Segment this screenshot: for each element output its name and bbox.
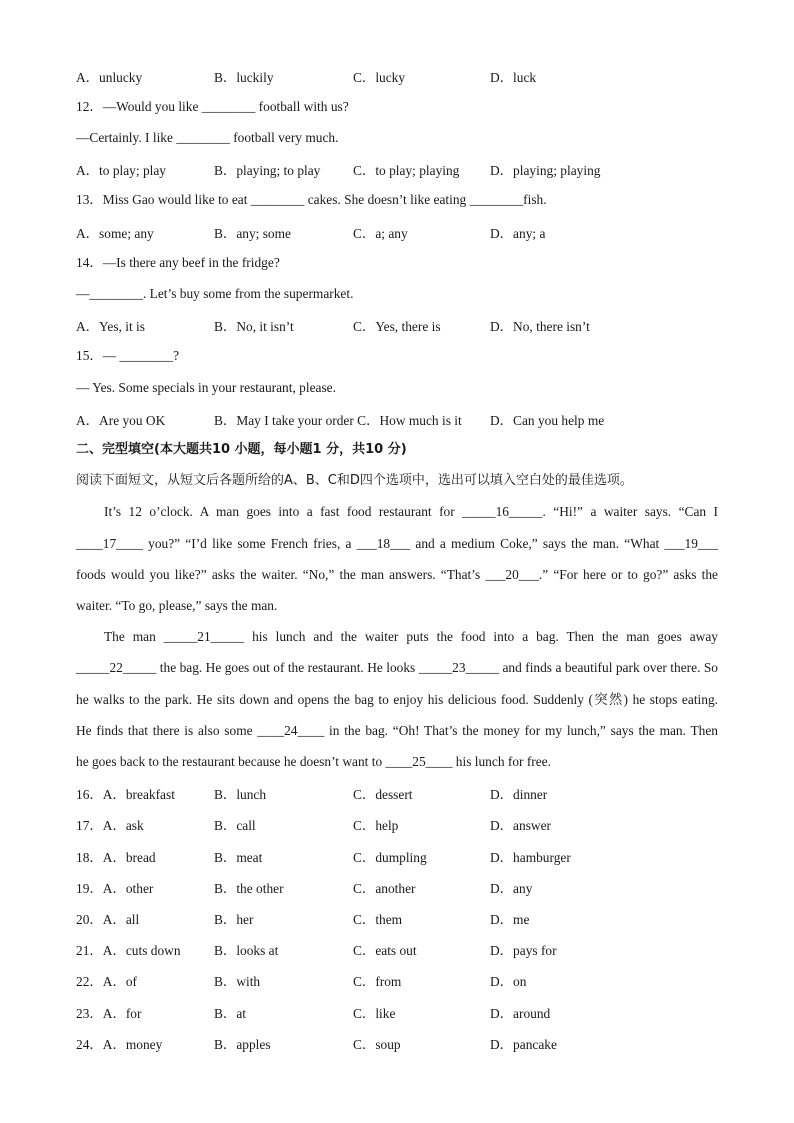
q12-options bbox=[76, 160, 736, 178]
option-d: D．pays for bbox=[490, 943, 557, 958]
option-a: 20．A．all bbox=[76, 912, 140, 927]
option-d: D．playing; playing bbox=[490, 163, 601, 178]
passage-line: _____22_____ the bag. He goes out of the restaurant. He looks _____23_____ and finds a beautiful park over there. So bbox=[76, 660, 718, 675]
option-b: B．luckily bbox=[214, 70, 274, 85]
passage-line: ____17____ you?” “I’d like some French fries, a ___18___ and a medium Coke,” says the man. “What ___19___ bbox=[76, 536, 718, 551]
option-c: C．soup bbox=[353, 1037, 401, 1052]
option-b-c: B．May I take your order C．How much is it bbox=[214, 413, 462, 428]
option-b: B．with bbox=[214, 974, 261, 989]
option-c: C．eats out bbox=[353, 943, 417, 958]
q18-options bbox=[76, 847, 736, 865]
q14-options bbox=[76, 316, 736, 334]
option-d: D．luck bbox=[490, 70, 537, 85]
option-d: D．me bbox=[490, 912, 530, 927]
option-a: 17．A．ask bbox=[76, 818, 144, 833]
option-b: B．apples bbox=[214, 1037, 271, 1052]
q12-stem: 12．—Would you like ________ football with us? bbox=[76, 99, 349, 114]
option-d: D．any; a bbox=[490, 226, 546, 241]
option-d: D．any bbox=[490, 881, 533, 896]
option-a: 23．A．for bbox=[76, 1006, 142, 1021]
option-c: C．them bbox=[353, 912, 403, 927]
q22-options bbox=[76, 971, 736, 989]
section-instruction: 阅读下面短文，从短文后各题所给的A、B、C和D四个选项中，选出可以填入空白处的最佳选项。 bbox=[76, 473, 633, 488]
option-d: D．dinner bbox=[490, 787, 548, 802]
option-a: 22．A．of bbox=[76, 974, 137, 989]
option-b: B．No, it isn’t bbox=[214, 319, 294, 334]
passage-line: he goes back to the restaurant because he doesn’t want to ____25____ his lunch for free. bbox=[76, 754, 551, 769]
option-b: B．the other bbox=[214, 881, 284, 896]
option-c: C．to play; playing bbox=[353, 163, 460, 178]
option-b: B．lunch bbox=[214, 787, 267, 802]
option-c: C．from bbox=[353, 974, 402, 989]
option-a: A．to play; play bbox=[76, 163, 167, 178]
q16-options bbox=[76, 784, 736, 802]
option-a: A．Yes, it is bbox=[76, 319, 145, 334]
q15-stem: 15．— ________? bbox=[76, 348, 180, 363]
option-d: D．answer bbox=[490, 818, 551, 833]
option-a: 18．A．bread bbox=[76, 850, 156, 865]
option-d: D．around bbox=[490, 1006, 551, 1021]
q14-stem: 14．—Is there any beef in the fridge? bbox=[76, 255, 280, 270]
q15-response: — Yes. Some specials in your restaurant, please. bbox=[76, 380, 336, 395]
option-b: B．call bbox=[214, 818, 256, 833]
q14-response: —________. Let’s buy some from the supermarket. bbox=[76, 286, 354, 301]
option-c: C．Yes, there is bbox=[353, 319, 441, 334]
q13-options bbox=[76, 223, 736, 241]
q23-options bbox=[76, 1003, 736, 1021]
option-d: D．Can you help me bbox=[490, 413, 605, 428]
option-c: C．like bbox=[353, 1006, 396, 1021]
q13-stem: 13．Miss Gao would like to eat ________ cakes. She doesn’t like eating ________fish. bbox=[76, 192, 547, 207]
option-d: D．on bbox=[490, 974, 527, 989]
option-d: D．pancake bbox=[490, 1037, 557, 1052]
passage-line: The man _____21_____ his lunch and the waiter puts the food into a bag. Then the man goes away bbox=[104, 629, 718, 644]
option-c: C．dumpling bbox=[353, 850, 427, 865]
option-c: C．another bbox=[353, 881, 416, 896]
q21-options bbox=[76, 940, 736, 958]
option-a: 16．A．breakfast bbox=[76, 787, 175, 802]
passage-line: It’s 12 o’clock. A man goes into a fast food restaurant for _____16_____. “Hi!” a waiter says. “Can I bbox=[104, 504, 718, 519]
option-d: D．hamburger bbox=[490, 850, 571, 865]
option-a: A．Are you OK bbox=[76, 413, 166, 428]
q17-options bbox=[76, 815, 736, 833]
q15-options bbox=[76, 410, 736, 428]
option-c: C．dessert bbox=[353, 787, 413, 802]
option-b: B．looks at bbox=[214, 943, 279, 958]
q11-options bbox=[76, 67, 736, 85]
option-b: B．playing; to play bbox=[214, 163, 321, 178]
option-a: 19．A．other bbox=[76, 881, 154, 896]
option-a: A．some; any bbox=[76, 226, 154, 241]
option-b: B．meat bbox=[214, 850, 263, 865]
option-a: 21．A．cuts down bbox=[76, 943, 181, 958]
option-b: B．her bbox=[214, 912, 254, 927]
option-a: 24．A．money bbox=[76, 1037, 163, 1052]
passage-line: foods would you like?” asks the waiter. “No,” the man answers. “That’s ___20___.” “For here or to go?” asks the bbox=[76, 567, 718, 582]
option-a: A．unlucky bbox=[76, 70, 143, 85]
section-title: 二、完型填空(本大题共10 小题，每小题1 分，共10 分) bbox=[76, 442, 407, 457]
q20-options bbox=[76, 909, 736, 927]
option-b: B．at bbox=[214, 1006, 246, 1021]
q24-options bbox=[76, 1034, 736, 1052]
option-c: C．a; any bbox=[353, 226, 408, 241]
q19-options bbox=[76, 878, 736, 896]
passage-line: He finds that there is also some ____24____ in the bag. “Oh! That’s the money for my lunch,” says the man. Then bbox=[76, 723, 718, 738]
option-c: C．help bbox=[353, 818, 399, 833]
option-d: D．No, there isn’t bbox=[490, 319, 590, 334]
passage-line: waiter. “To go, please,” says the man. bbox=[76, 598, 278, 613]
option-c: C．lucky bbox=[353, 70, 406, 85]
option-b: B．any; some bbox=[214, 226, 291, 241]
q12-response: —Certainly. I like ________ football very much. bbox=[76, 130, 339, 145]
passage-line: he walks to the park. He sits down and opens the bag to enjoy his delicious food. Suddenly (突然) he stops eating. bbox=[76, 692, 718, 707]
